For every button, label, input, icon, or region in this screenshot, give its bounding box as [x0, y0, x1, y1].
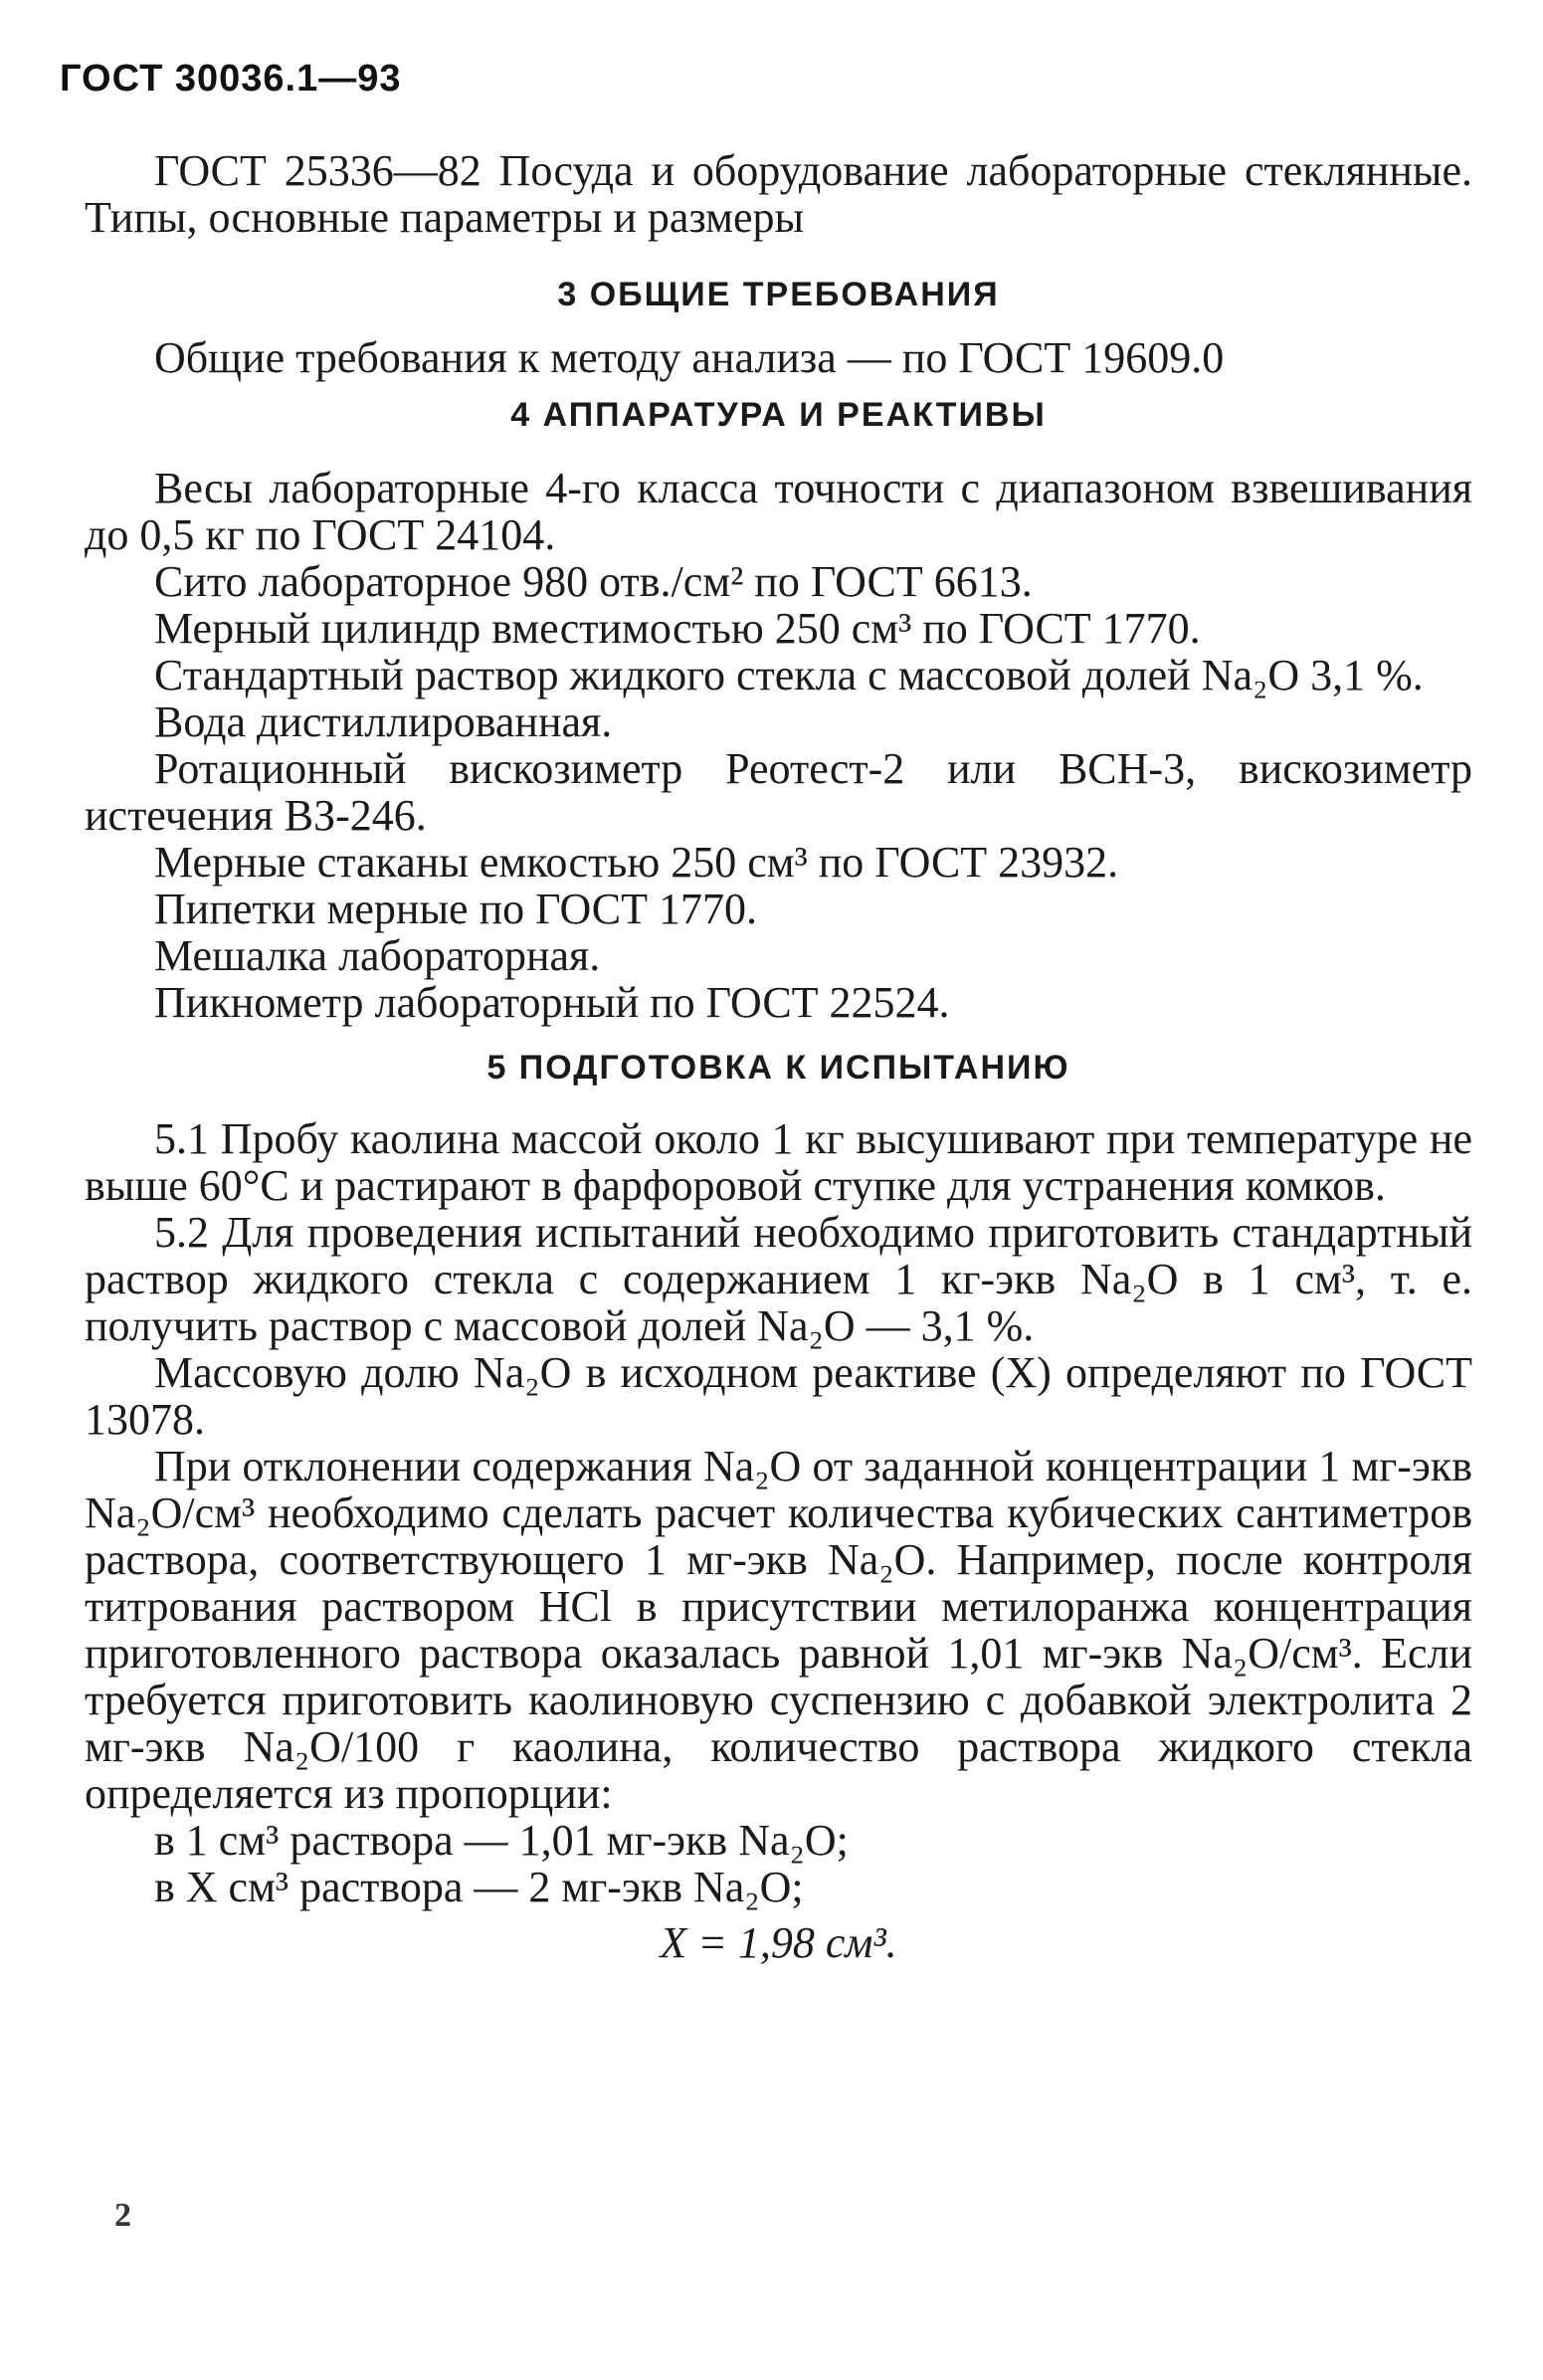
document-header: ГОСТ 30036.1—93 — [60, 58, 402, 99]
list-item: Стандартный раствор жидкого стекла с массовой долей Na₂O 3,1 %. — [154, 651, 1424, 699]
list-item: Весы лабораторные 4-го класса точности с диапазоном взвешивания до 0,5 кг по ГОСТ 24104. — [85, 464, 1472, 559]
paragraph-mass-fraction: Массовую долю Na₂O в исходном реактиве (X) определяют по ГОСТ 13078. — [85, 1348, 1472, 1444]
list-item: Мерные стаканы емкостью 250 см³ по ГОСТ 23932. — [154, 838, 1119, 887]
proportion-line-1: в 1 см³ раствора — 1,01 мг-экв Na₂O; — [154, 1816, 849, 1865]
section-3-text: Общие требования к методу анализа — по ГОСТ 19609.0 — [154, 333, 1225, 382]
section-4-heading: 4 АППАРАТУРА И РЕАКТИВЫ — [510, 396, 1047, 434]
list-item: Мерный цилиндр вместимостью 250 см³ по ГОСТ 1770. — [154, 604, 1201, 653]
paragraph-5-2: 5.2 Для проведения испытаний необходимо приготовить стандартный раствор жидкого стекла с содержанием 1 кг-экв Na₂O в 1 см³, т. е. получить раствор с массовой долей Na₂O — 3,1 %. — [85, 1208, 1472, 1350]
equipment-list — [85, 465, 1472, 1026]
list-item: Ротационный вискозиметр Реотест-2 или ВСН-3, вискозиметр истечения ВЗ-246. — [85, 744, 1472, 840]
paragraph-5-1: 5.1 Пробу каолина массой около 1 кг высушивают при температуре не выше 60°С и растирают в фарфоровой ступке для устранения комков. — [85, 1114, 1472, 1210]
list-item: Сито лабораторное 980 отв./см² по ГОСТ 6613. — [154, 557, 1033, 606]
list-item: Пикнометр лабораторный по ГОСТ 22524. — [154, 978, 950, 1027]
section-5-heading: 5 ПОДГОТОВКА К ИСПЫТАНИЮ — [486, 1049, 1070, 1087]
result-formula: X = 1,98 см³. — [660, 1918, 897, 1967]
list-item: Вода дистиллированная. — [154, 697, 613, 746]
document-body — [85, 147, 1472, 1968]
list-item: Пипетки мерные по ГОСТ 1770. — [154, 885, 757, 933]
paragraph-deviation: При отклонении содержания Na₂O от заданной концентрации 1 мг-экв Na₂O/см³ необходимо сделать расчет количества кубических сантиметров раствора, соответствующего 1 мг-экв Na₂O. Например, после контроля титрования раствором HCl в присутствии метилоранжа концентрация приготовленного раствора оказалась равной 1,01 мг-экв Na₂O/см³. Если требуется приготовить каолиновую суспензию с добавкой электролита 2 мг-экв Na₂O/100 г каолина, количество раствора жидкого стекла определяется из пропорции: — [85, 1442, 1472, 1818]
page-number: 2 — [114, 2197, 131, 2234]
section-3-heading: 3 ОБЩИЕ ТРЕБОВАНИЯ — [557, 276, 1000, 313]
reference-gost-25336: ГОСТ 25336—82 Посуда и оборудование лабораторные стеклянные. Типы, основные параметры и размеры — [85, 146, 1472, 242]
list-item: Мешалка лабораторная. — [154, 931, 601, 980]
section-5-body — [85, 1115, 1472, 1968]
proportion-line-2: в X см³ раствора — 2 мг-экв Na₂O; — [154, 1863, 804, 1911]
